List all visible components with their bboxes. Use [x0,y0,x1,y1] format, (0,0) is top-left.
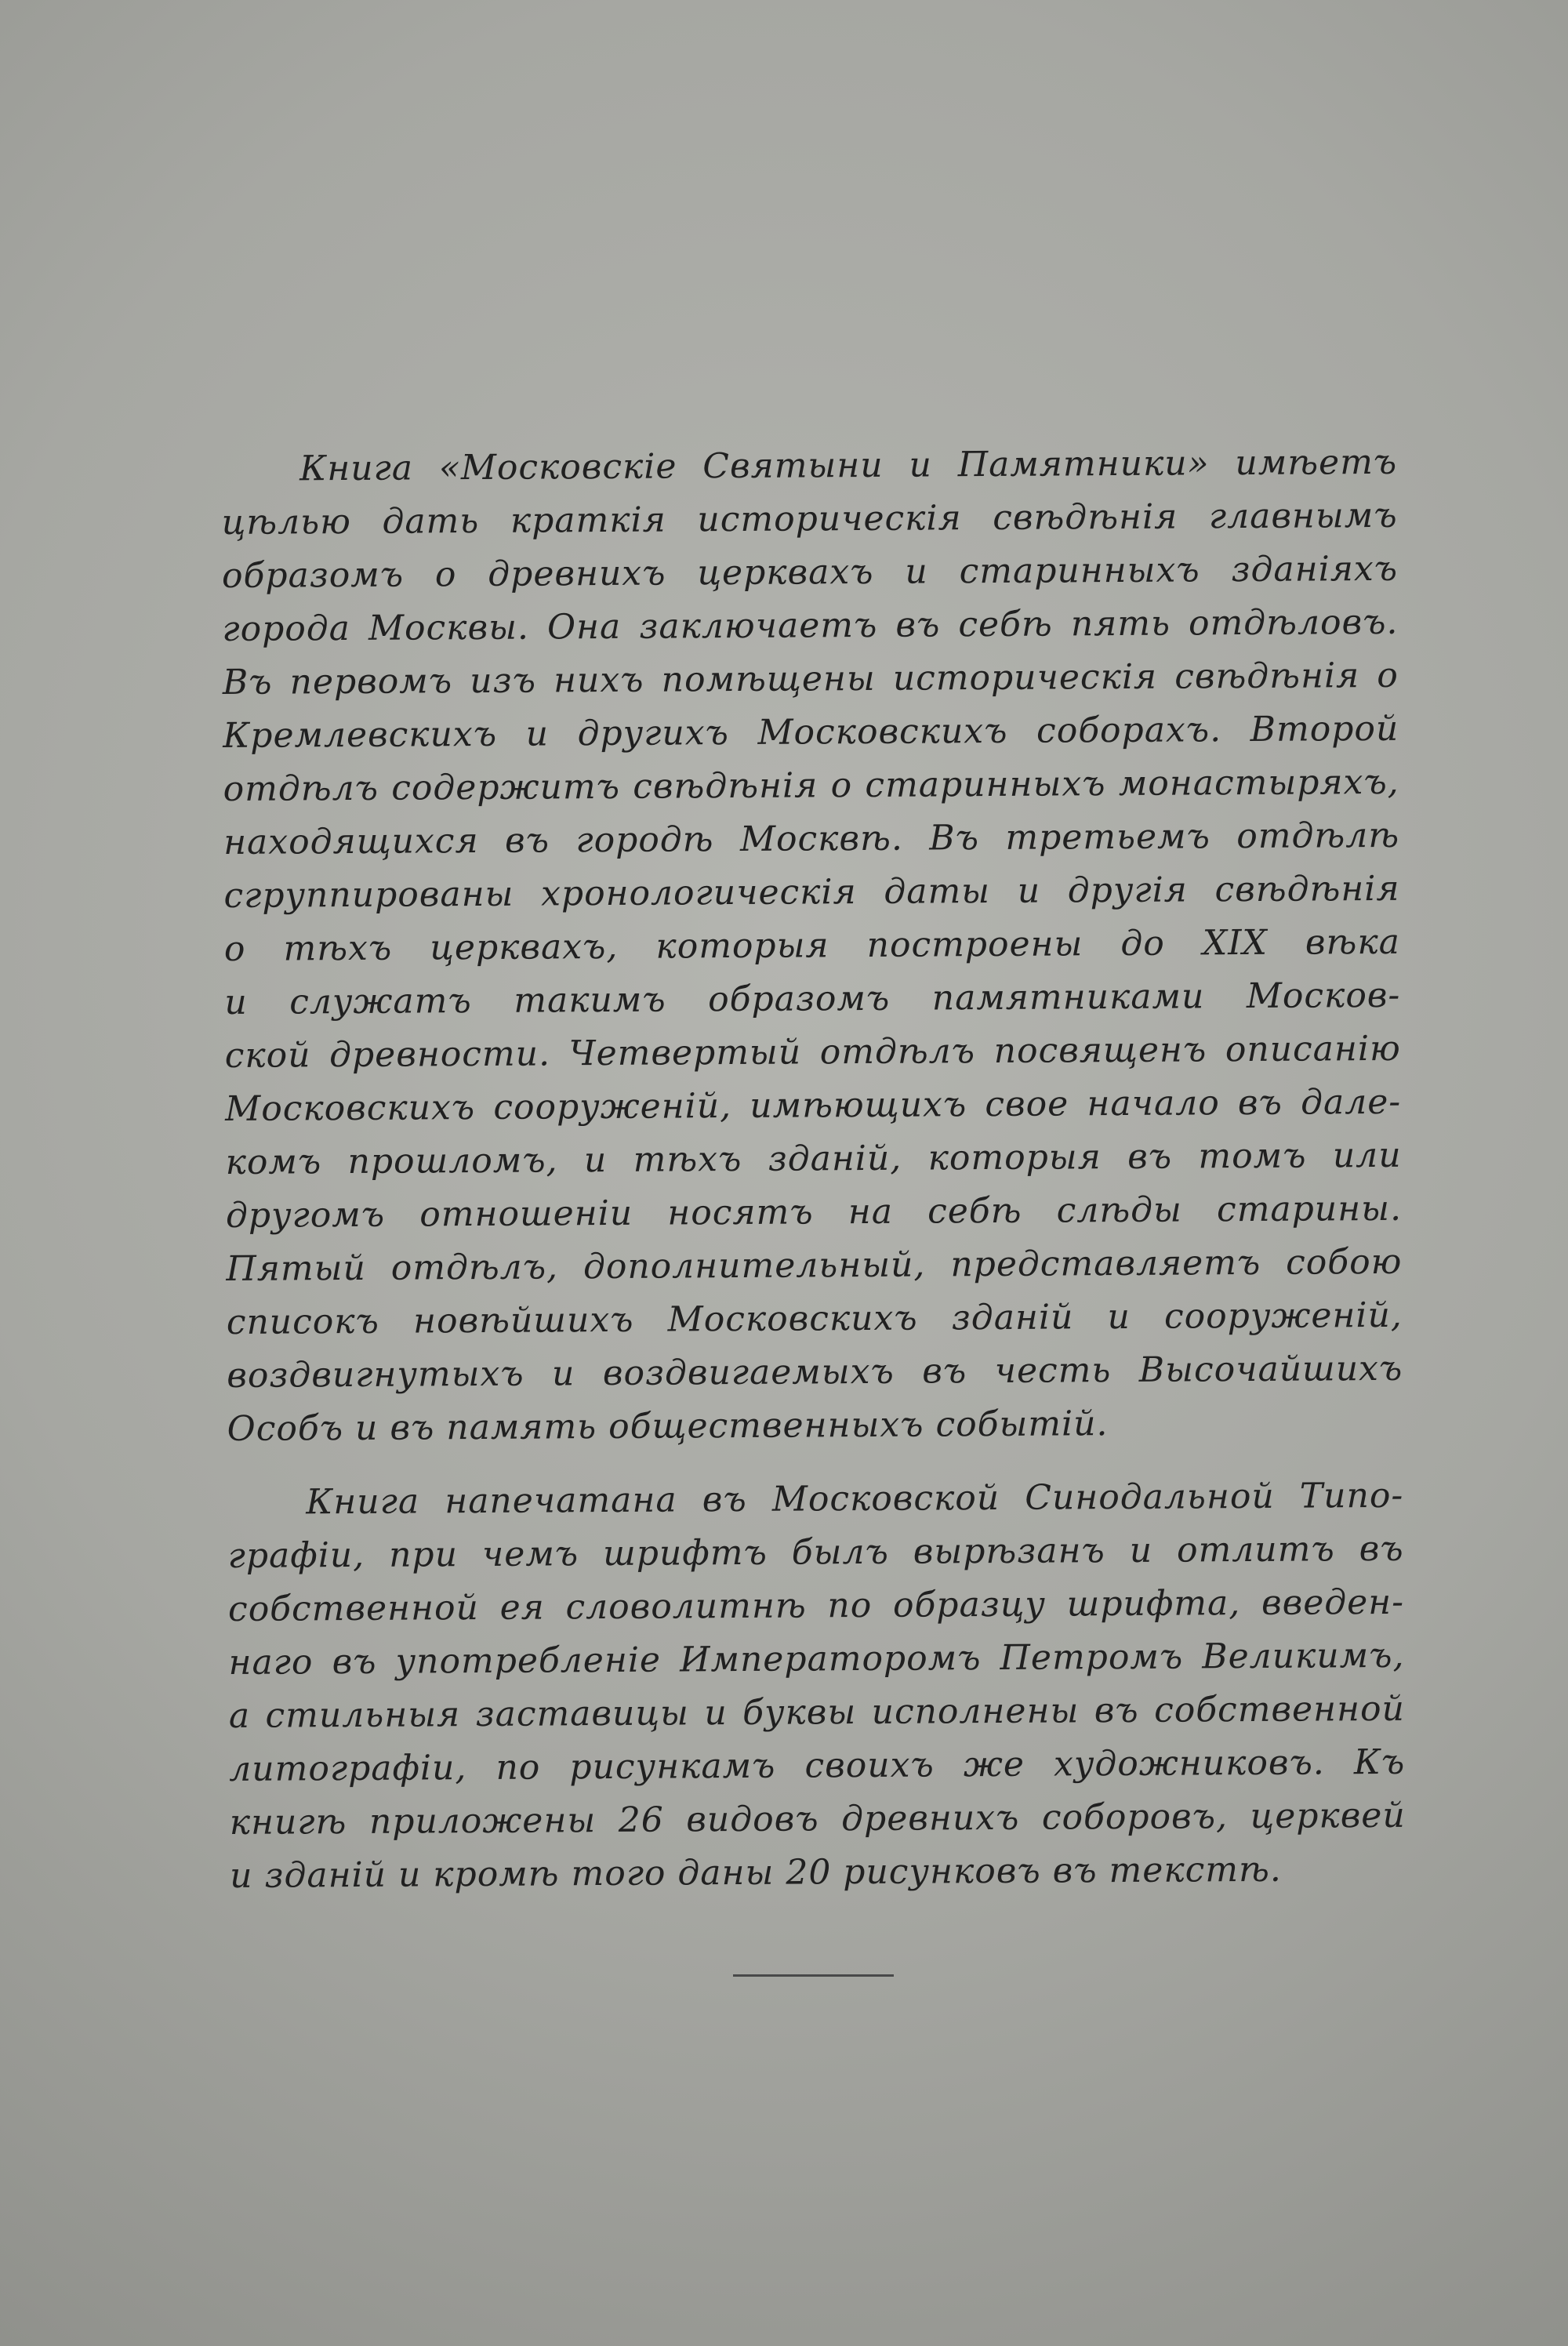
text-line: списокъ новѣйшихъ Московскихъ зданій и сооруженій, [226,1295,1403,1342]
text-line: книгѣ приложены 26 видовъ древнихъ соборовъ, церквей [229,1795,1406,1843]
paragraph-1 [221,436,1403,1456]
text-line: образомъ о древнихъ церквахъ и старинныхъ зданіяхъ [221,548,1399,596]
text-line: комъ прошломъ, и тѣхъ зданій, которыя въ томъ или [225,1135,1402,1182]
text-line: а стильныя заставицы и буквы исполнены въ собственной [228,1688,1406,1736]
text-line: отдѣлъ содержитъ свѣдѣнія о старинныхъ монастыряхъ, [223,761,1399,809]
text-line: сгруппированы хронологическія даты и другія свѣдѣнія [223,868,1400,916]
paragraph-2 [227,1469,1406,1903]
text-line: города Москвы. Она заключаетъ въ себѣ пять отдѣловъ. [222,601,1399,649]
text-line: воздвигнутыхъ и воздвигаемыхъ въ честь Высочайшихъ [227,1348,1403,1396]
text-line: цѣлью дать краткія историческія свѣдѣнія главнымъ [221,495,1398,543]
text-line: наго въ употребленіе Императоромъ Петромъ Великимъ, [228,1635,1405,1683]
text-line: Въ первомъ изъ нихъ помѣщены историческія свѣдѣнія о [222,655,1399,703]
text-line: графіи, при чемъ шрифтъ былъ вырѣзанъ и отлитъ въ [227,1528,1404,1576]
text-line: другомъ отношеніи носятъ на себѣ слѣды старины. [225,1188,1403,1236]
text-line: Кремлевскихъ и другихъ Московскихъ соборахъ. Второй [223,708,1399,756]
text-line: Пятый отдѣлъ, дополнительный, представляетъ собою [226,1241,1403,1289]
divider-rule [733,1974,894,1977]
text-line: и служатъ такимъ образомъ памятниками Москов- [224,975,1401,1022]
text-line: Книга напечатана въ Московской Синодальной Типо- [306,1475,1404,1523]
text-block [221,436,1406,1903]
text-line: Книга «Московскіе Святыни и Памятники» имѣетъ [299,441,1398,489]
text-line: ской древности. Четвертый отдѣлъ посвященъ описанію [224,1028,1401,1076]
text-line: литографіи, по рисункамъ своихъ же художниковъ. Къ [229,1741,1406,1789]
text-line: находящихся въ городѣ Москвѣ. Въ третьемъ отдѣлѣ [223,815,1400,862]
text-line: собственной ея словолитнѣ по образцу шрифта, введен- [227,1582,1405,1629]
text-line: и зданій и кромѣ того даны 20 рисунковъ въ текстѣ. [230,1849,1282,1896]
text-line: Московскихъ сооруженій, имѣющихъ свое начало въ дале- [225,1081,1402,1129]
text-line: Особъ и въ память общественныхъ событій. [227,1404,1109,1449]
text-line: о тѣхъ церквахъ, которыя построены до XIX вѣка [223,921,1401,969]
